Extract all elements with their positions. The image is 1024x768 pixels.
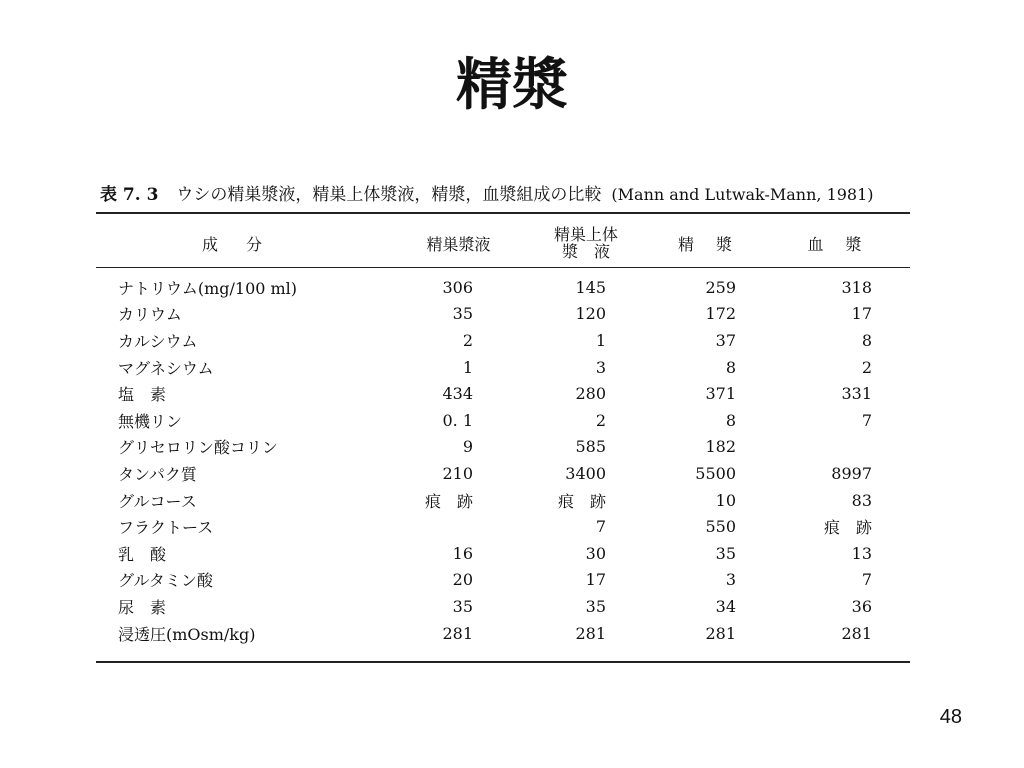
cell-seminal-plasma: 182 [705, 437, 736, 457]
cell-component: 塩 素 [118, 385, 167, 405]
cell-blood-plasma: 331 [841, 384, 872, 404]
cell-blood-plasma: 17 [851, 304, 872, 324]
table-row [96, 540, 910, 567]
cell-seminal-plasma: 37 [715, 330, 736, 350]
cell-testicular-fluid: 2 [462, 330, 473, 350]
cell-testicular-fluid: 281 [442, 623, 473, 643]
cell-seminal-plasma: 371 [705, 384, 736, 404]
slide-title: 精漿 [456, 53, 568, 118]
table-row [96, 434, 910, 461]
header-component: 成分 [201, 234, 290, 254]
table-row [96, 460, 910, 487]
cell-epididymal-fluid: 30 [585, 543, 606, 563]
table-row [96, 268, 910, 301]
header-seminal-plasma: 精漿 [677, 234, 754, 254]
cell-seminal-plasma: 34 [715, 596, 736, 616]
composition-table [96, 218, 910, 646]
table-caption-text: ウシの精巣漿液，精巣上体漿液，精漿，血漿組成の比較 [176, 185, 602, 205]
cell-epididymal-fluid: 280 [575, 384, 606, 404]
header-testicular-fluid: 精巣漿液 [426, 234, 491, 254]
cell-testicular-fluid [396, 513, 521, 540]
cell-component: 無機リン [118, 411, 183, 431]
cell-component: ナトリウム(mg/100 ml) [118, 278, 298, 298]
table-top-rule [96, 212, 910, 214]
cell-blood-plasma: 83 [851, 490, 872, 510]
table-header-row [96, 218, 910, 268]
cell-seminal-plasma: 3 [725, 570, 736, 590]
cell-component: グルタミン酸 [118, 571, 213, 591]
cell-component: タンパク質 [118, 464, 197, 484]
cell-blood-plasma [781, 434, 910, 461]
table-source: (Mann and Lutwak-Mann, 1981) [611, 185, 874, 204]
cell-testicular-fluid: 1 [462, 357, 473, 377]
cell-seminal-plasma: 172 [705, 304, 736, 324]
cell-seminal-plasma: 550 [705, 517, 736, 537]
cell-epididymal-fluid: 痕 跡 [557, 491, 606, 511]
cell-epididymal-fluid: 120 [575, 304, 606, 324]
cell-blood-plasma: 7 [861, 570, 872, 590]
table-row [96, 354, 910, 381]
cell-epididymal-fluid: 35 [585, 596, 606, 616]
cell-component: フラクトース [118, 518, 214, 538]
cell-blood-plasma: 8 [861, 330, 872, 350]
cell-blood-plasma: 36 [851, 596, 872, 616]
table-row [96, 380, 910, 407]
cell-component: 乳 酸 [118, 544, 167, 564]
cell-seminal-plasma: 5500 [695, 463, 736, 483]
cell-epididymal-fluid: 17 [585, 570, 606, 590]
cell-component: グリセロリン酸コリン [118, 438, 278, 458]
cell-seminal-plasma: 259 [705, 277, 736, 297]
cell-blood-plasma: 318 [841, 277, 872, 297]
cell-epididymal-fluid: 145 [575, 277, 606, 297]
cell-component: 尿 素 [118, 597, 167, 617]
cell-epididymal-fluid: 2 [595, 410, 606, 430]
cell-blood-plasma: 281 [841, 623, 872, 643]
cell-seminal-plasma: 10 [715, 490, 736, 510]
table-row [96, 487, 910, 514]
cell-testicular-fluid: 0. 1 [442, 410, 473, 430]
cell-component: カルシウム [118, 331, 198, 351]
cell-blood-plasma: 13 [851, 543, 872, 563]
cell-component: カリウム [118, 305, 182, 325]
page-number: 48 [939, 706, 962, 728]
cell-component: グルコース [118, 491, 197, 511]
cell-blood-plasma: 痕 跡 [823, 518, 872, 538]
cell-testicular-fluid: 16 [452, 543, 473, 563]
header-blood-plasma: 血漿 [807, 234, 884, 254]
header-epididymal-fluid: 精巣上体 漿 液 [553, 225, 618, 261]
table-row [96, 407, 910, 434]
cell-seminal-plasma: 35 [715, 543, 736, 563]
cell-blood-plasma: 7 [861, 410, 872, 430]
cell-testicular-fluid: 306 [442, 277, 473, 297]
table-row [96, 327, 910, 354]
cell-seminal-plasma: 281 [705, 623, 736, 643]
cell-epididymal-fluid: 7 [595, 517, 606, 537]
table-row [96, 620, 910, 647]
cell-testicular-fluid: 35 [452, 596, 473, 616]
cell-blood-plasma: 8997 [831, 463, 872, 483]
cell-testicular-fluid: 9 [462, 437, 473, 457]
cell-testicular-fluid: 痕 跡 [424, 491, 473, 511]
cell-testicular-fluid: 35 [452, 304, 473, 324]
table-row [96, 513, 910, 540]
cell-epididymal-fluid: 585 [575, 437, 606, 457]
cell-epididymal-fluid: 281 [575, 623, 606, 643]
cell-seminal-plasma: 8 [725, 410, 736, 430]
cell-epididymal-fluid: 3400 [565, 463, 606, 483]
cell-blood-plasma: 2 [861, 357, 872, 377]
cell-component: 浸透圧(mOsm/kg) [118, 624, 256, 644]
table-row [96, 301, 910, 328]
table-caption [100, 180, 912, 205]
table-row [96, 593, 910, 620]
cell-epididymal-fluid: 1 [595, 330, 606, 350]
cell-epididymal-fluid: 3 [595, 357, 606, 377]
cell-component: マグネシウム [118, 358, 214, 378]
cell-testicular-fluid: 20 [452, 570, 473, 590]
cell-testicular-fluid: 210 [442, 463, 473, 483]
table-row [96, 567, 910, 594]
cell-seminal-plasma: 8 [725, 357, 736, 377]
table-number: 表 7. 3 [100, 185, 159, 205]
cell-testicular-fluid: 434 [442, 384, 473, 404]
table-bottom-rule [96, 661, 910, 663]
